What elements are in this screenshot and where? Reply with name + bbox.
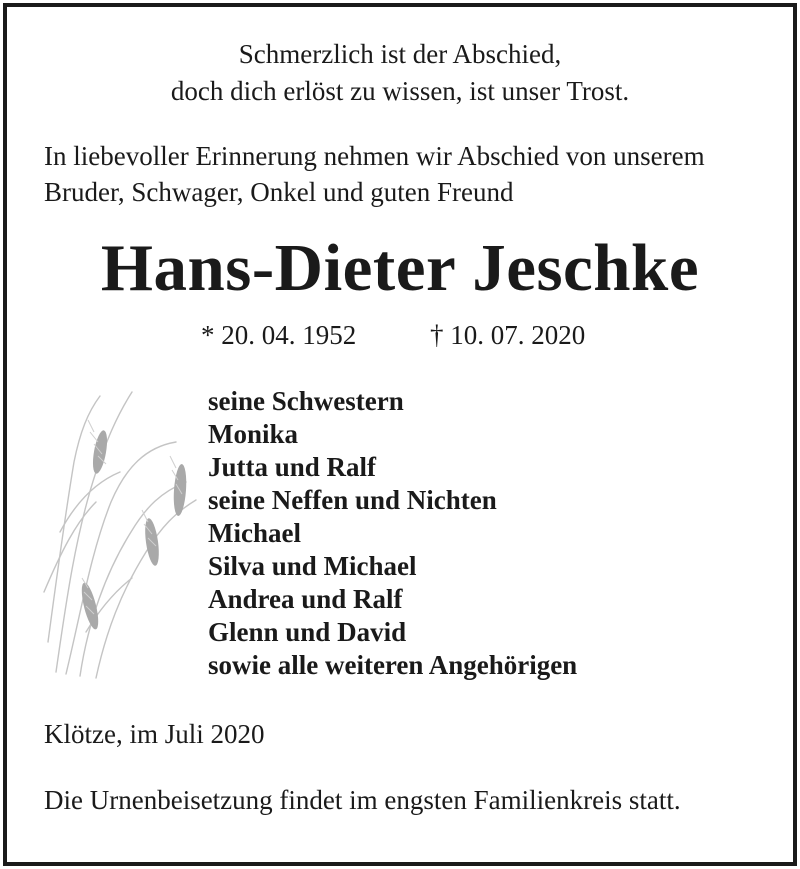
deceased-name: Hans-Dieter Jeschke — [100, 231, 700, 305]
mourner-line: Michael — [208, 518, 301, 548]
intro-line-1: In liebevoller Erinnerung nehmen wir Abschied von unserem — [44, 141, 705, 171]
mourner-line: sowie alle weiteren Angehörigen — [208, 650, 578, 680]
mourner-line: Glenn und David — [208, 617, 407, 647]
burial-note: Die Urnenbeisetzung findet im engsten Familienkreis statt. — [44, 785, 681, 815]
mourner-line: Silva und Michael — [208, 551, 417, 581]
intro-line-2: Bruder, Schwager, Onkel und guten Freund — [44, 177, 514, 207]
mourners-list — [208, 385, 768, 682]
intro-text — [44, 138, 774, 210]
place-and-date: Klötze, im Juli 2020 — [44, 719, 265, 749]
mourner-line: Andrea und Ralf — [208, 584, 403, 614]
mourner-line: seine Schwestern — [208, 386, 404, 416]
motto-line-1: Schmerzlich ist der Abschied, — [238, 39, 562, 69]
mourner-line: seine Neffen und Nichten — [208, 485, 497, 515]
motto-line-2: doch dich erlöst zu wissen, ist unser Trost. — [170, 76, 630, 106]
life-dates — [0, 317, 800, 353]
death-date: † 10. 07. 2020 — [430, 320, 586, 350]
birth-date: * 20. 04. 1952 — [201, 320, 357, 350]
motto — [0, 36, 800, 110]
wheat-ears-image — [36, 382, 206, 682]
mourner-line: Monika — [208, 419, 299, 449]
mourner-line: Jutta und Ralf — [208, 452, 377, 482]
